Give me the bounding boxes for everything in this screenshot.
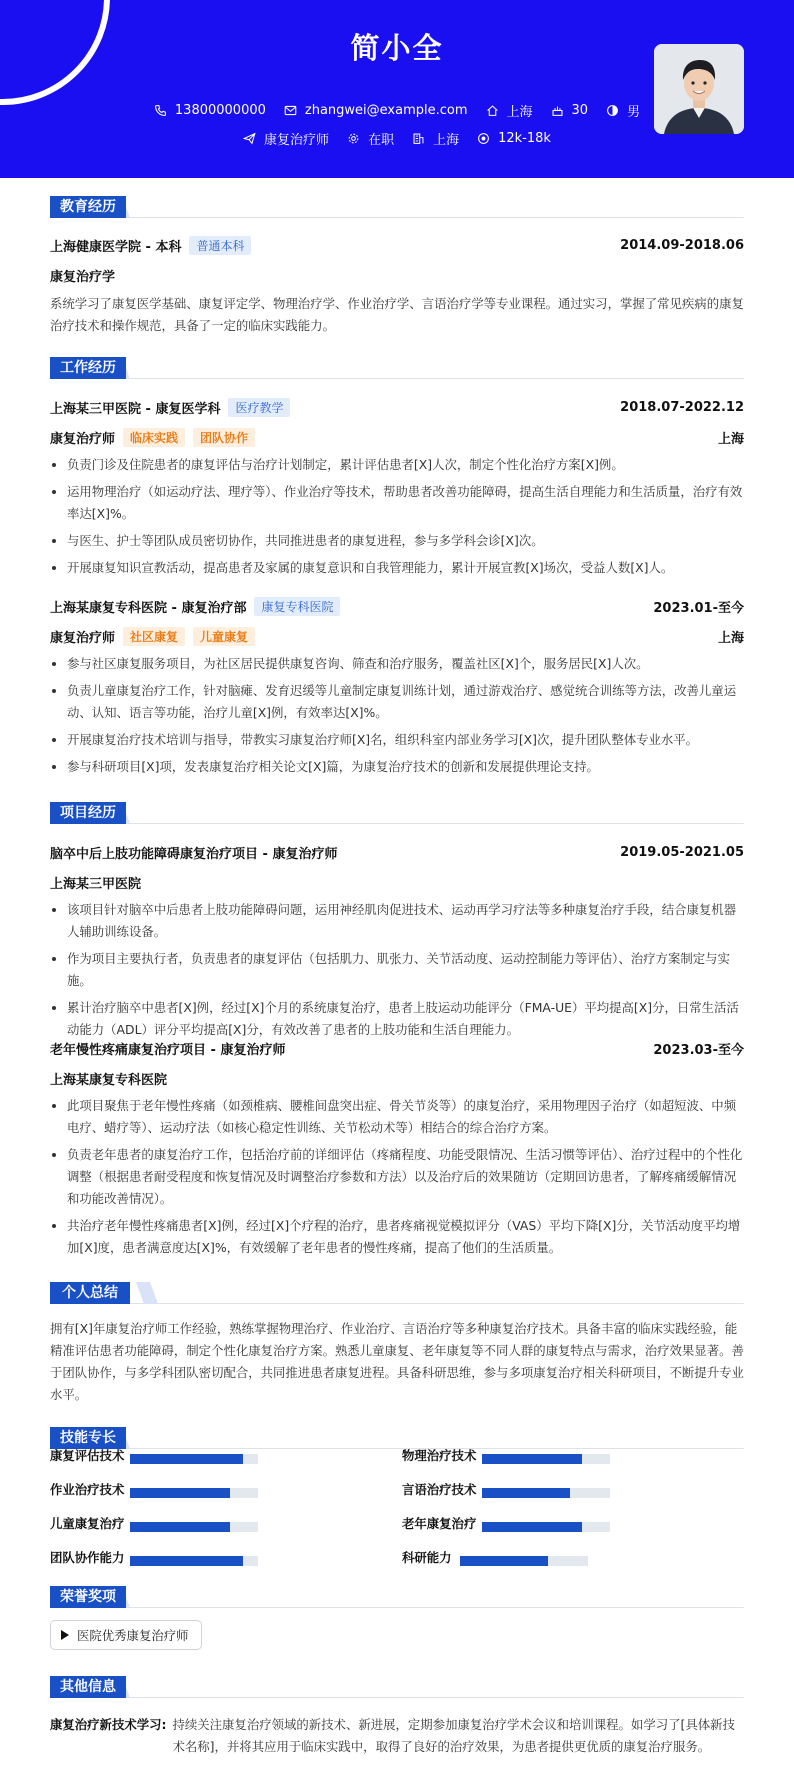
entry-date: 2019.05-2021.05 xyxy=(620,845,744,860)
phone-icon xyxy=(154,104,167,117)
skill-bar-fill xyxy=(130,1556,243,1566)
role-tag: 社区康复 xyxy=(123,627,185,646)
gender-icon xyxy=(606,104,619,117)
list-item: 参与社区康复服务项目，为社区居民提供康复咨询、筛查和治疗服务，覆盖社区[X]个，服务居民[X]人次。 xyxy=(50,653,744,675)
section-divider xyxy=(50,378,744,379)
skills-section xyxy=(50,1427,744,1449)
list-item: 与医生、护士等团队成员密切协作，共同推进患者的康复进程，参与多学科会诊[X]次。 xyxy=(50,530,744,552)
skill-bar xyxy=(482,1488,610,1498)
role-name: 康复治疗师 xyxy=(50,432,116,447)
section-divider xyxy=(50,1697,744,1698)
education-description: 系统学习了康复医学基础、康复评定学、物理治疗学、作业治疗学、言语治疗学等专业课程。通过实习，掌握了常见疾病的康复治疗技术和操作规范，具备了一定的临床实践能力。 xyxy=(50,296,744,333)
salary-text: 12k-18k xyxy=(498,131,551,146)
section-title: 个人总结 xyxy=(50,1282,130,1304)
degree-badge: 普通本科 xyxy=(189,236,251,255)
role-tag: 儿童康复 xyxy=(193,627,255,646)
location-text: 上海 xyxy=(506,105,533,120)
salary-item xyxy=(477,131,551,146)
avatar xyxy=(654,44,744,134)
role-tag: 临床实践 xyxy=(123,428,185,447)
skill-bar xyxy=(482,1522,610,1532)
building-icon xyxy=(412,132,425,145)
entry-date: 2018.07-2022.12 xyxy=(620,400,744,415)
company-name: 上海某康复专科医院 - 康复治疗部 xyxy=(50,601,247,616)
role-row xyxy=(50,627,744,646)
entry-head xyxy=(50,597,744,616)
age-item xyxy=(551,103,589,118)
education-section xyxy=(50,196,744,218)
candidate-name: 简小全 xyxy=(350,31,444,65)
location-item xyxy=(486,101,533,120)
resume-header xyxy=(0,0,794,178)
company-badge: 医疗教学 xyxy=(228,398,290,417)
work-bullets xyxy=(50,454,744,579)
role-row xyxy=(50,428,744,447)
email-item xyxy=(284,103,468,118)
position-text: 康复治疗师 xyxy=(264,133,330,148)
project-bullets xyxy=(50,899,744,1041)
summary-section xyxy=(50,1282,744,1402)
work-section xyxy=(50,357,744,379)
work-bullets xyxy=(50,653,744,778)
award-chip[interactable] xyxy=(50,1620,202,1650)
play-icon xyxy=(61,1630,69,1640)
school-name: 上海健康医学院 - 本科 xyxy=(50,240,182,255)
project-title: 脑卒中后上肢功能障碍康复治疗项目 - 康复治疗师 xyxy=(50,847,338,862)
skill-bar-fill xyxy=(460,1556,548,1566)
section-header xyxy=(50,196,744,218)
skill-bar xyxy=(130,1488,258,1498)
list-item: 开展康复知识宣教活动，提高患者及家属的康复意识和自我管理能力，累计开展宣教[X]场次，受益人数[X]人。 xyxy=(50,557,744,579)
skill-name: 言语治疗技术 xyxy=(402,1482,477,1497)
list-item: 共治疗老年慢性疼痛患者[X]例，经过[X]个疗程的治疗，患者疼痛视觉模拟评分（VAS）平均下降[X]分，关节活动度平均增加[X]度，患者满意度达[X]%，有效缓解了老年患者的慢性疼痛，提高了他们的生活质量。 xyxy=(50,1215,744,1259)
gear-icon xyxy=(347,132,360,145)
skill-name: 老年康复治疗 xyxy=(402,1516,477,1531)
work-city: 上海 xyxy=(717,631,744,646)
skill-name: 儿童康复治疗 xyxy=(50,1516,125,1531)
section-title: 教育经历 xyxy=(50,196,126,218)
section-divider xyxy=(50,1448,744,1449)
project-org: 上海某三甲医院 xyxy=(50,877,142,892)
entry-head xyxy=(50,843,744,862)
section-header xyxy=(50,802,744,824)
company-name: 上海某三甲医院 - 康复医学科 xyxy=(50,402,221,417)
major-row xyxy=(50,266,744,285)
section-header xyxy=(50,1427,744,1449)
entry-date: 2014.09-2018.06 xyxy=(620,238,744,253)
position-item xyxy=(243,129,329,148)
company-badge: 康复专科医院 xyxy=(254,597,340,616)
gender-text: 男 xyxy=(627,105,641,120)
cake-icon xyxy=(551,104,564,117)
section-divider xyxy=(50,1607,744,1608)
entry-head xyxy=(50,236,744,255)
salary-icon xyxy=(477,132,490,145)
section-divider xyxy=(50,217,744,218)
section-title: 工作经历 xyxy=(50,357,126,379)
send-icon xyxy=(243,132,256,145)
section-title: 项目经历 xyxy=(50,802,126,824)
summary-text: 拥有[X]年康复治疗师工作经验，熟练掌握物理治疗、作业治疗、言语治疗等多种康复治疗技术。具备丰富的临床实践经验，能精准评估患者功能障碍，制定个性化康复治疗方案。熟悉儿童康复、老年康复等不同人群的康复特点与需求，治疗效果显著。善于团队协作，与多学科团队密切配合，共同推进患者康复进程。具备科研思维，参与多项康复治疗相关科研项目，不断提升专业水平。 xyxy=(50,1321,744,1402)
org-row xyxy=(50,1069,744,1088)
role-tag: 团队协作 xyxy=(193,428,255,447)
skill-name: 作业治疗技术 xyxy=(50,1482,125,1497)
skill-name: 康复评估技术 xyxy=(50,1448,125,1463)
list-item: 参与科研项目[X]项，发表康复治疗相关论文[X]篇，为康复治疗技术的创新和发展提供理论支持。 xyxy=(50,756,744,778)
avatar-portrait-icon xyxy=(654,44,744,134)
skill-bar-fill xyxy=(130,1488,230,1498)
city-text: 上海 xyxy=(433,133,460,148)
skill-bar xyxy=(130,1556,258,1566)
skill-name: 团队协作能力 xyxy=(50,1550,125,1565)
major-name: 康复治疗学 xyxy=(50,270,116,285)
skill-bar-fill xyxy=(130,1522,230,1532)
list-item: 该项目针对脑卒中后患者上肢功能障碍问题，运用神经肌肉促进技术、运动再学习疗法等多种康复治疗手段，结合康复机器人辅助训练设备。 xyxy=(50,899,744,943)
project-org: 上海某康复专科医院 xyxy=(50,1073,168,1088)
age-text: 30 xyxy=(571,103,589,118)
other-label: 康复治疗新技术学习: xyxy=(50,1717,167,1732)
skill-bar xyxy=(482,1454,610,1464)
skill-bar-fill xyxy=(482,1488,570,1498)
role-name: 康复治疗师 xyxy=(50,631,116,646)
skill-bar-fill xyxy=(482,1454,582,1464)
section-header xyxy=(50,1676,744,1698)
status-text: 在职 xyxy=(368,133,395,148)
skill-name: 物理治疗技术 xyxy=(402,1448,477,1463)
skill-bar-fill xyxy=(482,1522,582,1532)
section-title: 技能专长 xyxy=(50,1427,126,1449)
home-icon xyxy=(486,104,499,117)
entry-date: 2023.01-至今 xyxy=(653,601,744,616)
skill-bar xyxy=(130,1522,258,1532)
work-city: 上海 xyxy=(717,432,744,447)
honors-section xyxy=(50,1586,744,1608)
city-item xyxy=(412,129,459,148)
list-item: 开展康复治疗技术培训与指导，带教实习康复治疗师[X]名，组织科室内部业务学习[X]次，提升团队整体专业水平。 xyxy=(50,729,744,751)
project-bullets xyxy=(50,1095,744,1259)
email-text: zhangwei@example.com xyxy=(304,103,468,118)
other-section xyxy=(50,1676,744,1698)
list-item: 运用物理治疗（如运动疗法、理疗等）、作业治疗等技术，帮助患者改善功能障碍，提高生活自理能力和生活质量，治疗有效率达[X]%。 xyxy=(50,481,744,525)
entry-head xyxy=(50,1039,744,1058)
status-item xyxy=(347,129,394,148)
skill-bar-fill xyxy=(130,1454,243,1464)
list-item: 此项目聚焦于老年慢性疼痛（如颈椎病、腰椎间盘突出症、骨关节炎等）的康复治疗，采用物理因子治疗（如超短波、中频电疗、蜡疗等）、运动疗法（如核心稳定性训练、关节松动术等）相结合的综合治疗方案。 xyxy=(50,1095,744,1139)
section-title: 其他信息 xyxy=(50,1676,126,1698)
other-text: 持续关注康复治疗领域的新技术、新进展，定期参加康复治疗学术会议和培训课程。如学习了[具体新技术名称]，并将其应用于临床实践中，取得了良好的治疗效果，为患者提供更优质的康复治疗服务。 xyxy=(172,1717,735,1754)
list-item: 负责儿童康复治疗工作，针对脑瘫、发育迟缓等儿童制定康复训练计划，通过游戏治疗、感觉统合训练等方法，改善儿童运动、认知、语言等功能，治疗儿童[X]例，有效率达[X]%。 xyxy=(50,680,744,724)
phone-text: 13800000000 xyxy=(174,103,266,118)
section-header xyxy=(50,357,744,379)
section-tail xyxy=(136,1282,158,1304)
entry-date: 2023.03-至今 xyxy=(653,1043,744,1058)
skill-bar xyxy=(460,1556,588,1566)
gender-item xyxy=(606,101,640,120)
list-item: 负责门诊及住院患者的康复评估与治疗计划制定，累计评估患者[X]人次，制定个性化治疗方案[X]例。 xyxy=(50,454,744,476)
list-item: 累计治疗脑卒中患者[X]例，经过[X]个月的系统康复治疗，患者上肢运动功能评分（FMA-UE）平均提高[X]分，日常生活活动能力（ADL）评分平均提高[X]分，有效改善了患者的上肢功能和生活自理能力。 xyxy=(50,997,744,1041)
section-divider xyxy=(50,823,744,824)
award-label: 医院优秀康复治疗师 xyxy=(77,1628,189,1643)
mail-icon xyxy=(284,104,297,117)
other-info xyxy=(50,1714,744,1758)
projects-section xyxy=(50,802,744,824)
org-row xyxy=(50,873,744,892)
phone-item xyxy=(154,103,266,118)
skill-bar xyxy=(130,1454,258,1464)
skill-name: 科研能力 xyxy=(402,1550,452,1565)
entry-head xyxy=(50,398,744,417)
section-header xyxy=(50,1586,744,1608)
project-title: 老年慢性疼痛康复治疗项目 - 康复治疗师 xyxy=(50,1043,286,1058)
section-header xyxy=(50,1282,744,1304)
list-item: 作为项目主要执行者，负责患者的康复评估（包括肌力、肌张力、关节活动度、运动控制能力等评估）、治疗方案制定与实施。 xyxy=(50,948,744,992)
list-item: 负责老年患者的康复治疗工作，包括治疗前的详细评估（疼痛程度、功能受限情况、生活习惯等评估）、治疗过程中的个性化调整（根据患者耐受程度和恢复情况及时调整治疗参数和方法）以及治疗后的效果随访（定期回访患者，了解疼痛缓解情况和功能改善情况）。 xyxy=(50,1144,744,1210)
section-title: 荣誉奖项 xyxy=(50,1586,126,1608)
